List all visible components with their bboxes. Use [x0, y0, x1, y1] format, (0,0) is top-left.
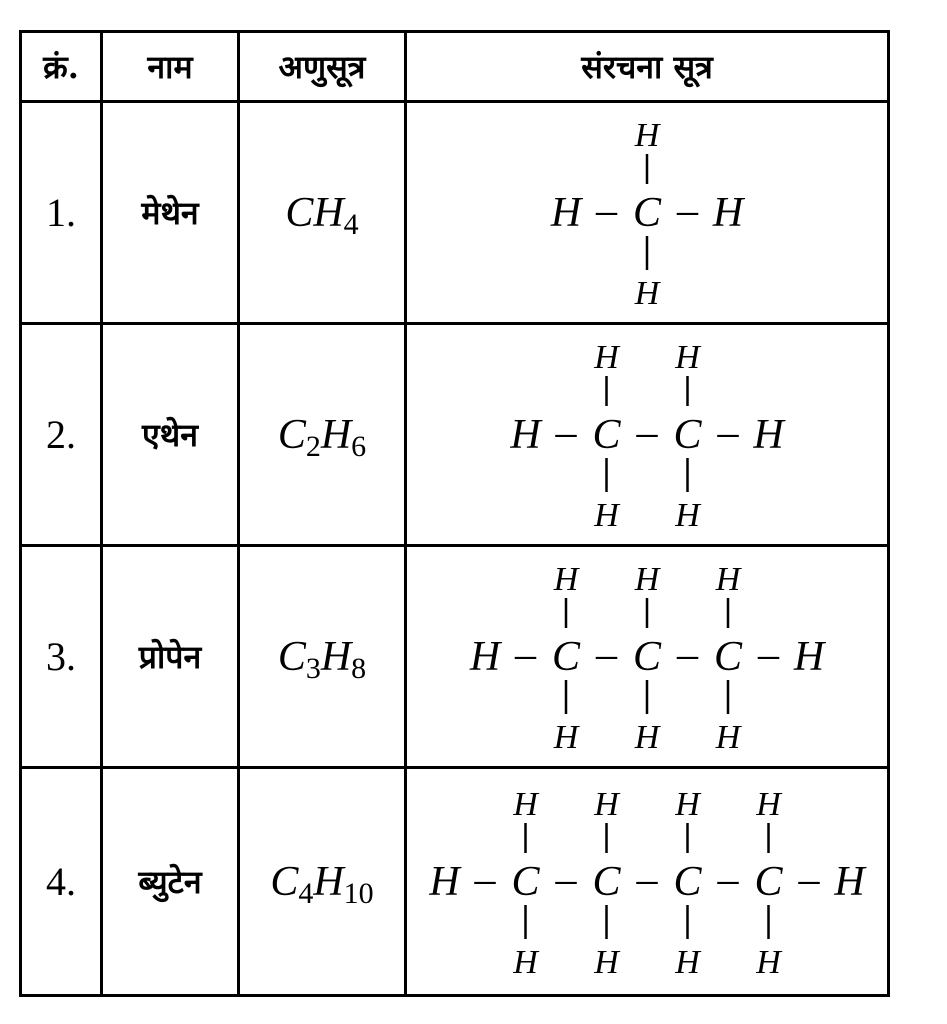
header-structural-formula: संरचना सूत्र [406, 32, 889, 102]
bond-dash: – [677, 187, 698, 234]
hydrogen-atom: H [715, 718, 741, 756]
carbon-atom: C [592, 858, 621, 905]
hydrogen-atom: H [510, 411, 541, 458]
hydrogen-atom: H [513, 943, 538, 981]
bond-dash: – [798, 856, 820, 903]
hydrogen-atom: H [756, 785, 781, 823]
hydrogen-atom: H [675, 785, 700, 823]
hydrogen-atom: H [594, 943, 619, 981]
carbon-atom: C [673, 411, 702, 458]
hydrogen-atom: H [594, 496, 619, 534]
hydrogen-atom: H [513, 785, 538, 823]
structural-formula [417, 777, 877, 987]
bond-dash: – [555, 856, 577, 903]
hydrogen-atom: H [550, 189, 582, 236]
formula-subscript: 4 [298, 876, 314, 910]
hydrogen-atom: H [594, 785, 619, 823]
molecular-formula-cell [239, 768, 406, 996]
header-name: नाम [102, 32, 239, 102]
carbon-atom: C [551, 633, 581, 680]
hydrogen-atom: H [634, 274, 660, 312]
hydrogen-atom: H [834, 858, 865, 905]
table-row [21, 546, 889, 768]
formula-element: H [313, 858, 344, 905]
structural-formula [417, 108, 877, 318]
carbon-atom: C [632, 633, 662, 680]
header-molecular-formula: अणुसूत्र [239, 32, 406, 102]
hydrogen-atom: H [553, 560, 579, 598]
formula-subscript: 8 [351, 651, 367, 685]
bond-dash: – [515, 631, 536, 678]
bond-dash: – [636, 856, 658, 903]
hydrogen-atom: H [675, 943, 700, 981]
name-cell: एथेन [102, 324, 239, 546]
structural-formula [417, 330, 877, 540]
table-row [21, 768, 889, 996]
serial-cell: 2. [21, 324, 102, 546]
bond-dash: – [474, 856, 496, 903]
table-row [21, 102, 889, 324]
carbon-atom: C [511, 858, 540, 905]
formula-subscript: 4 [343, 207, 359, 241]
carbon-atom: C [754, 858, 783, 905]
carbon-atom: C [713, 633, 743, 680]
structural-formula-cell [406, 102, 889, 324]
hydrogen-atom: H [712, 189, 744, 236]
formula-element: C [277, 633, 306, 680]
hydrogen-atom: H [634, 718, 660, 756]
serial-cell: 4. [21, 768, 102, 996]
table-row [21, 324, 889, 546]
hydrogen-atom: H [594, 338, 619, 376]
structural-formula-cell [406, 546, 889, 768]
alkanes-table [19, 30, 890, 997]
formula-element: H [313, 189, 344, 236]
carbon-atom: C [632, 189, 662, 236]
molecular-formula-cell [239, 546, 406, 768]
name-cell: ब्युटेन [102, 768, 239, 996]
formula-subscript: 2 [305, 429, 321, 463]
name-cell: मेथेन [102, 102, 239, 324]
bond-dash: – [717, 409, 739, 456]
hydrogen-atom: H [756, 943, 781, 981]
hydrogen-atom: H [469, 633, 501, 680]
hydrogen-atom: H [429, 858, 460, 905]
structural-formula-cell [406, 324, 889, 546]
bond-dash: – [717, 856, 739, 903]
hydrogen-atom: H [715, 560, 741, 598]
hydrogen-atom: H [553, 718, 579, 756]
bond-dash: – [555, 409, 577, 456]
formula-subscript: 6 [351, 429, 367, 463]
header-serial: क्रं. [21, 32, 102, 102]
bond-dash: – [596, 631, 617, 678]
hydrogen-atom: H [793, 633, 825, 680]
name-cell: प्रोपेन [102, 546, 239, 768]
carbon-atom: C [592, 411, 621, 458]
formula-subscript: 3 [305, 651, 321, 685]
hydrogen-atom: H [675, 338, 700, 376]
formula-element: C [277, 411, 306, 458]
formula-subscript: 10 [343, 876, 374, 910]
header-row [21, 32, 889, 102]
hydrogen-atom: H [634, 116, 660, 154]
carbon-atom: C [673, 858, 702, 905]
hydrogen-atom: H [634, 560, 660, 598]
molecular-formula-cell [239, 324, 406, 546]
structural-formula-cell [406, 768, 889, 996]
formula-element: C [270, 858, 299, 905]
formula-element: H [320, 411, 352, 458]
bond-dash: – [758, 631, 779, 678]
bond-dash: – [677, 631, 698, 678]
serial-cell: 3. [21, 546, 102, 768]
bond-dash: – [596, 187, 617, 234]
formula-element: C [285, 189, 314, 236]
hydrogen-atom: H [753, 411, 784, 458]
hydrogen-atom: H [675, 496, 700, 534]
formula-element: H [320, 633, 352, 680]
bond-dash: – [636, 409, 658, 456]
serial-cell: 1. [21, 102, 102, 324]
structural-formula [417, 552, 877, 762]
molecular-formula-cell [239, 102, 406, 324]
